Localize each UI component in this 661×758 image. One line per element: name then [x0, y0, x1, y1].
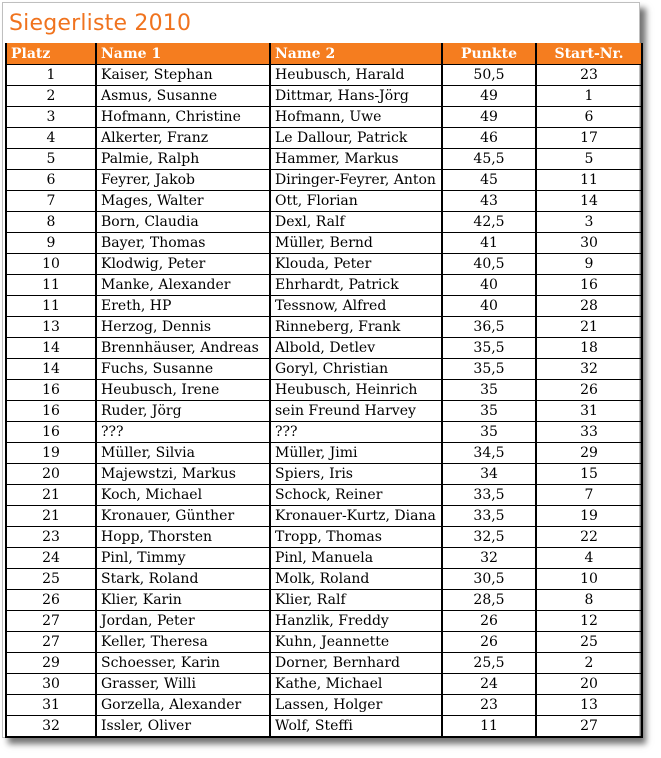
cell-platz: 23	[6, 527, 96, 548]
cell-punkte: 35	[442, 422, 536, 443]
cell-start-nr: 28	[536, 296, 642, 317]
cell-platz: 29	[6, 653, 96, 674]
cell-start-nr: 3	[536, 212, 642, 233]
cell-start-nr: 31	[536, 401, 642, 422]
cell-name-1: Palmie, Ralph	[96, 149, 270, 170]
cell-punkte: 43	[442, 191, 536, 212]
cell-punkte: 35,5	[442, 359, 536, 380]
cell-name-2: sein Freund Harvey	[270, 401, 442, 422]
cell-name-1: Feyrer, Jakob	[96, 170, 270, 191]
table-row	[6, 485, 642, 506]
cell-platz: 21	[6, 485, 96, 506]
cell-punkte: 40	[442, 275, 536, 296]
cell-platz: 11	[6, 296, 96, 317]
cell-start-nr: 1	[536, 86, 642, 107]
header-start-nr: Start-Nr.	[536, 43, 642, 65]
cell-platz: 6	[6, 170, 96, 191]
cell-platz: 16	[6, 380, 96, 401]
cell-name-2: Tessnow, Alfred	[270, 296, 442, 317]
cell-platz: 7	[6, 191, 96, 212]
table-row	[6, 128, 642, 149]
cell-platz: 31	[6, 695, 96, 716]
table-row	[6, 632, 642, 653]
cell-name-2: Müller, Jimi	[270, 443, 442, 464]
table-row	[6, 590, 642, 611]
table-row	[6, 674, 642, 695]
table-row	[6, 611, 642, 632]
cell-start-nr: 26	[536, 380, 642, 401]
cell-start-nr: 23	[536, 65, 642, 86]
cell-name-2: Rinneberg, Frank	[270, 317, 442, 338]
cell-platz: 5	[6, 149, 96, 170]
cell-start-nr: 20	[536, 674, 642, 695]
cell-start-nr: 29	[536, 443, 642, 464]
cell-platz: 30	[6, 674, 96, 695]
cell-platz: 27	[6, 611, 96, 632]
cell-name-2: Spiers, Iris	[270, 464, 442, 485]
cell-start-nr: 14	[536, 191, 642, 212]
cell-name-2: Lassen, Holger	[270, 695, 442, 716]
cell-platz: 13	[6, 317, 96, 338]
cell-name-1: Brennhäuser, Andreas	[96, 338, 270, 359]
cell-name-1: Schoesser, Karin	[96, 653, 270, 674]
cell-punkte: 33,5	[442, 506, 536, 527]
cell-name-1: Müller, Silvia	[96, 443, 270, 464]
cell-name-2: Heubusch, Heinrich	[270, 380, 442, 401]
cell-punkte: 25,5	[442, 653, 536, 674]
header-row	[6, 43, 642, 65]
cell-name-2: Molk, Roland	[270, 569, 442, 590]
cell-name-2: Hanzlik, Freddy	[270, 611, 442, 632]
table-row	[6, 527, 642, 548]
cell-name-1: Issler, Oliver	[96, 716, 270, 738]
cell-start-nr: 33	[536, 422, 642, 443]
cell-start-nr: 30	[536, 233, 642, 254]
cell-name-1: Jordan, Peter	[96, 611, 270, 632]
cell-name-1: Gorzella, Alexander	[96, 695, 270, 716]
cell-platz: 19	[6, 443, 96, 464]
cell-start-nr: 13	[536, 695, 642, 716]
cell-name-2: Pinl, Manuela	[270, 548, 442, 569]
cell-punkte: 49	[442, 86, 536, 107]
cell-start-nr: 9	[536, 254, 642, 275]
header-platz: Platz	[6, 43, 96, 65]
table-row	[6, 380, 642, 401]
cell-platz: 14	[6, 338, 96, 359]
cell-platz: 4	[6, 128, 96, 149]
cell-start-nr: 25	[536, 632, 642, 653]
cell-punkte: 36,5	[442, 317, 536, 338]
cell-name-1: Ereth, HP	[96, 296, 270, 317]
cell-name-1: Kaiser, Stephan	[96, 65, 270, 86]
table-row	[6, 86, 642, 107]
cell-start-nr: 7	[536, 485, 642, 506]
cell-platz: 20	[6, 464, 96, 485]
cell-name-1: Koch, Michael	[96, 485, 270, 506]
cell-punkte: 30,5	[442, 569, 536, 590]
cell-name-2: Müller, Bernd	[270, 233, 442, 254]
cell-name-2: Kuhn, Jeannette	[270, 632, 442, 653]
cell-name-2: Hammer, Markus	[270, 149, 442, 170]
cell-name-2: Ott, Florian	[270, 191, 442, 212]
cell-platz: 2	[6, 86, 96, 107]
table-row	[6, 149, 642, 170]
page-title: Siegerliste 2010	[9, 11, 192, 36]
cell-platz: 16	[6, 422, 96, 443]
cell-name-1: Hofmann, Christine	[96, 107, 270, 128]
table-row	[6, 548, 642, 569]
cell-name-1: Stark, Roland	[96, 569, 270, 590]
cell-name-1: Asmus, Susanne	[96, 86, 270, 107]
table-row	[6, 359, 642, 380]
cell-name-1: Mages, Walter	[96, 191, 270, 212]
table-row	[6, 443, 642, 464]
cell-start-nr: 10	[536, 569, 642, 590]
cell-name-1: Klier, Karin	[96, 590, 270, 611]
cell-punkte: 40	[442, 296, 536, 317]
cell-punkte: 35	[442, 401, 536, 422]
table-row	[6, 65, 642, 86]
cell-start-nr: 18	[536, 338, 642, 359]
cell-name-1: Manke, Alexander	[96, 275, 270, 296]
cell-name-2: Kronauer-Kurtz, Diana	[270, 506, 442, 527]
cell-start-nr: 6	[536, 107, 642, 128]
cell-start-nr: 27	[536, 716, 642, 738]
cell-name-2: Dorner, Bernhard	[270, 653, 442, 674]
table-row	[6, 338, 642, 359]
cell-name-1: Fuchs, Susanne	[96, 359, 270, 380]
cell-platz: 21	[6, 506, 96, 527]
cell-start-nr: 8	[536, 590, 642, 611]
table-row	[6, 170, 642, 191]
table-row	[6, 317, 642, 338]
cell-platz: 26	[6, 590, 96, 611]
cell-start-nr: 22	[536, 527, 642, 548]
cell-start-nr: 4	[536, 548, 642, 569]
table-row	[6, 233, 642, 254]
cell-name-1: Born, Claudia	[96, 212, 270, 233]
table-row	[6, 569, 642, 590]
results-table	[5, 43, 643, 738]
cell-name-2: Heubusch, Harald	[270, 65, 442, 86]
cell-name-1: Majewstzi, Markus	[96, 464, 270, 485]
cell-name-2: Diringer-Feyrer, Anton	[270, 170, 442, 191]
cell-start-nr: 15	[536, 464, 642, 485]
table-row	[6, 254, 642, 275]
cell-start-nr: 5	[536, 149, 642, 170]
cell-punkte: 41	[442, 233, 536, 254]
cell-start-nr: 11	[536, 170, 642, 191]
cell-platz: 10	[6, 254, 96, 275]
cell-start-nr: 12	[536, 611, 642, 632]
cell-punkte: 11	[442, 716, 536, 738]
cell-name-2: Ehrhardt, Patrick	[270, 275, 442, 296]
header-name-2: Name 2	[270, 43, 442, 65]
cell-start-nr: 32	[536, 359, 642, 380]
cell-punkte: 32	[442, 548, 536, 569]
table-row	[6, 296, 642, 317]
cell-start-nr: 2	[536, 653, 642, 674]
cell-punkte: 33,5	[442, 485, 536, 506]
table-row	[6, 422, 642, 443]
table-row	[6, 107, 642, 128]
cell-name-1: Alkerter, Franz	[96, 128, 270, 149]
cell-name-1: Heubusch, Irene	[96, 380, 270, 401]
table-row	[6, 695, 642, 716]
table-row	[6, 212, 642, 233]
cell-punkte: 23	[442, 695, 536, 716]
cell-name-2: ???	[270, 422, 442, 443]
cell-name-2: Kathe, Michael	[270, 674, 442, 695]
cell-punkte: 42,5	[442, 212, 536, 233]
cell-name-2: Albold, Detlev	[270, 338, 442, 359]
cell-platz: 1	[6, 65, 96, 86]
cell-name-1: Bayer, Thomas	[96, 233, 270, 254]
cell-name-2: Goryl, Christian	[270, 359, 442, 380]
cell-name-1: Grasser, Willi	[96, 674, 270, 695]
cell-punkte: 32,5	[442, 527, 536, 548]
cell-punkte: 26	[442, 632, 536, 653]
cell-punkte: 35,5	[442, 338, 536, 359]
cell-platz: 11	[6, 275, 96, 296]
cell-name-2: Dexl, Ralf	[270, 212, 442, 233]
cell-name-1: Keller, Theresa	[96, 632, 270, 653]
table-row	[6, 401, 642, 422]
cell-name-2: Klouda, Peter	[270, 254, 442, 275]
cell-start-nr: 16	[536, 275, 642, 296]
cell-platz: 24	[6, 548, 96, 569]
table-row	[6, 653, 642, 674]
cell-punkte: 26	[442, 611, 536, 632]
results-sheet	[2, 2, 640, 738]
cell-platz: 32	[6, 716, 96, 738]
cell-name-1: Ruder, Jörg	[96, 401, 270, 422]
cell-name-2: Dittmar, Hans-Jörg	[270, 86, 442, 107]
cell-punkte: 28,5	[442, 590, 536, 611]
cell-platz: 3	[6, 107, 96, 128]
table-row	[6, 191, 642, 212]
header-name-1: Name 1	[96, 43, 270, 65]
cell-platz: 16	[6, 401, 96, 422]
cell-name-1: Pinl, Timmy	[96, 548, 270, 569]
cell-start-nr: 21	[536, 317, 642, 338]
cell-name-1: Herzog, Dennis	[96, 317, 270, 338]
cell-punkte: 34	[442, 464, 536, 485]
cell-platz: 25	[6, 569, 96, 590]
cell-punkte: 49	[442, 107, 536, 128]
cell-name-2: Tropp, Thomas	[270, 527, 442, 548]
cell-start-nr: 17	[536, 128, 642, 149]
cell-punkte: 45,5	[442, 149, 536, 170]
header-punkte: Punkte	[442, 43, 536, 65]
cell-punkte: 24	[442, 674, 536, 695]
table-row	[6, 506, 642, 527]
cell-punkte: 34,5	[442, 443, 536, 464]
table-row	[6, 275, 642, 296]
cell-punkte: 50,5	[442, 65, 536, 86]
cell-name-2: Le Dallour, Patrick	[270, 128, 442, 149]
cell-name-1: Hopp, Thorsten	[96, 527, 270, 548]
cell-punkte: 46	[442, 128, 536, 149]
cell-name-2: Hofmann, Uwe	[270, 107, 442, 128]
cell-platz: 8	[6, 212, 96, 233]
cell-start-nr: 19	[536, 506, 642, 527]
cell-punkte: 40,5	[442, 254, 536, 275]
cell-name-2: Schock, Reiner	[270, 485, 442, 506]
cell-name-1: ???	[96, 422, 270, 443]
cell-punkte: 45	[442, 170, 536, 191]
cell-name-1: Klodwig, Peter	[96, 254, 270, 275]
cell-name-2: Klier, Ralf	[270, 590, 442, 611]
cell-name-2: Wolf, Steffi	[270, 716, 442, 738]
table-row	[6, 716, 642, 738]
cell-platz: 14	[6, 359, 96, 380]
cell-platz: 27	[6, 632, 96, 653]
table-row	[6, 464, 642, 485]
cell-name-1: Kronauer, Günther	[96, 506, 270, 527]
cell-punkte: 35	[442, 380, 536, 401]
cell-platz: 9	[6, 233, 96, 254]
